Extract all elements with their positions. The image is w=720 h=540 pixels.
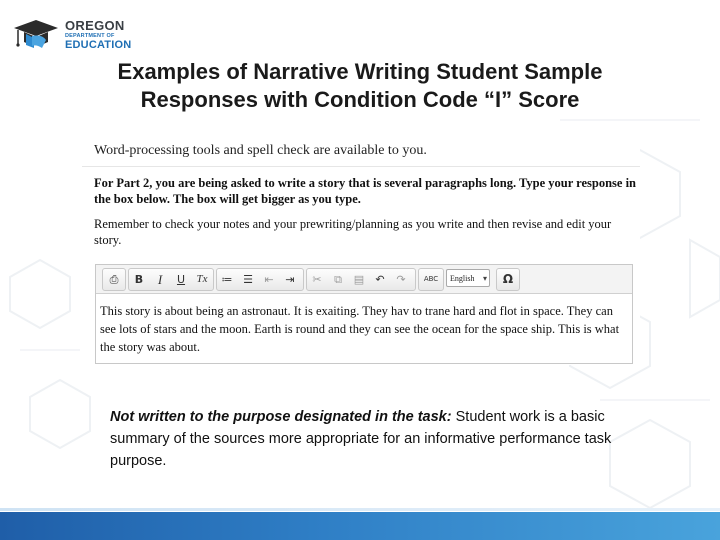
edit-group	[306, 268, 416, 291]
copy-icon[interactable]: ⧉	[334, 273, 342, 286]
outdent-icon[interactable]: ⇤	[264, 273, 274, 286]
logo-dept-text: DEPARTMENT OF	[65, 33, 115, 39]
graduation-cap-icon	[12, 18, 60, 52]
revision-reminder: Remember to check your notes and your prewriting/planning as you write and then revise and edit your story.	[94, 217, 612, 247]
scoring-note	[110, 406, 630, 472]
indent-icon[interactable]: ⇥	[285, 273, 295, 286]
italic-button[interactable]: I	[157, 272, 163, 287]
print-group	[102, 268, 126, 291]
logo-unit-text: EDUCATION	[65, 39, 132, 51]
spellcheck-icon[interactable]: ABC	[423, 275, 439, 283]
special-character-button[interactable]: Ω	[502, 272, 514, 286]
footer-accent-line	[0, 508, 720, 511]
special-char-group	[496, 268, 520, 291]
redo-icon[interactable]: ↷	[396, 273, 406, 286]
undo-icon[interactable]: ↶	[375, 273, 385, 286]
title-line-1: Examples of Narrative Writing Student Sample	[117, 59, 603, 84]
divider	[82, 166, 640, 167]
bulleted-list-icon[interactable]: ☰	[243, 273, 253, 286]
list-group	[216, 268, 304, 291]
logo-org-text: OREGON	[65, 18, 125, 33]
bold-button[interactable]: B	[134, 273, 144, 286]
clear-format-button[interactable]: Tx	[196, 273, 208, 285]
print-icon[interactable]: ⎙	[109, 273, 119, 286]
page-title	[40, 58, 680, 114]
underline-button[interactable]: U	[176, 273, 186, 286]
language-select-value: English	[450, 274, 475, 283]
part-2-prompt: For Part 2, you are being asked to write a story that is several paragraphs long. Type your response in the box below. The box will get bigger as you type.	[94, 176, 637, 206]
chevron-down-icon: ▾	[482, 274, 487, 283]
title-line-2: Responses with Condition Code “I” Score	[140, 87, 580, 112]
paste-icon[interactable]: ▤	[353, 273, 365, 286]
cut-icon[interactable]: ✂	[312, 273, 322, 286]
editor-toolbar	[96, 265, 632, 294]
numbered-list-icon[interactable]: ≔	[221, 273, 233, 286]
footer-band	[0, 512, 720, 540]
format-group	[128, 268, 214, 291]
scoring-note-body: Student work is a basic summary of the sources more appropriate for an informative performance task purpose.	[110, 409, 612, 469]
spellcheck-group	[418, 268, 444, 291]
oregon-education-logo	[12, 18, 132, 54]
language-select[interactable]	[446, 269, 490, 287]
response-editor[interactable]	[95, 264, 633, 364]
student-response-screenshot	[82, 133, 640, 365]
student-essay-text[interactable]: This story is about being an astronaut. It is exaiting. They hav to trane hard and flot in space. They can see lots of stars and the moon. Earth is round and they can see the ocean for the space ship. This is what the story was about.	[100, 304, 620, 354]
scoring-note-lead: Not written to the purpose designated in the task:	[110, 409, 452, 425]
tools-note: Word-processing tools and spell check are available to you.	[94, 143, 427, 158]
